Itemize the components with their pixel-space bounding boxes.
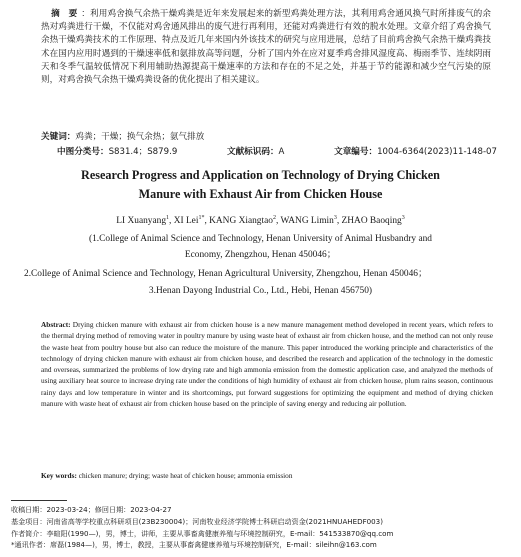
footnote-author: 作者简介：李暄阳(1990—)，男，博士，讲师，主要从事畜禽健康养殖与环境控制研究，E-mail：541533870@qq.com (11, 528, 394, 538)
english-title-line-2: Manure with Exhaust Air from Chicken House (138, 187, 383, 201)
classification-row (57, 145, 497, 157)
affiliation-1-line-2: Economy, Zhengzhou, Henan 450046； (184, 250, 337, 260)
chinese-keywords-text: 鸡粪；干燥；换气余热；氨气排放 (75, 132, 205, 142)
affiliation-1-line-1: (1.College of Animal Science and Technology, Henan University of Animal Husbandry and (88, 234, 432, 244)
english-keywords-label: Key words: (41, 471, 77, 480)
footnote-fund: 基金项目：河南省高等学校重点科研项目(23B230004)；河南牧业经济学院博士科研启动资金(2021HNUAHEDF003) (11, 516, 383, 526)
author-3: KANG Xiangtao (209, 216, 273, 227)
clc-number: 中图分类号：S831.4；S879.9 (57, 147, 178, 157)
footnotes (11, 504, 511, 551)
chinese-abstract-text: 利用鸡舍换气余热干燥鸡粪是近年来发展起来的新型鸡粪处理方法，其利用鸡舍通风换气时所排废气的余热对鸡粪进行干燥，不仅能对鸡舍通风排出的废气进行再利用，还能对鸡粪进行有效的脱水处理。文章介绍了鸡舍换气余热干燥鸡粪技术的工作原理、特点及近几年来国内外该技术的研究与应用进展，总结了目前鸡舍换气余热干燥鸡粪技术在国内应用时遇到的干燥速率低和氨排放高等问题，分析了国内外在应对夏季鸡舍排风湿度高、梅雨季节、连续阴雨天和冬季气温较低情况下利用辅助热源提高干燥速率的方法和存在的不足之处，并基于节约能源和减少空气污染的原则，对鸡舍换气余热干燥鸡粪设备的优化提出了相关建议。 (41, 9, 491, 86)
author-1: LI Xuanyang (116, 216, 167, 227)
chinese-keywords (41, 130, 491, 142)
english-abstract-label: Abstract: (41, 320, 71, 329)
english-abstract-text: Drying chicken manure with exhaust air from chicken house is a new manure management method developed in recent years, which refers to the thermal drying method of removing water in poultry manure by using waste heat of exhaust air from chicken house, and the method can not only reuse the waste heat from poultry house but also can reduce the moisture of the manure. This paper introduced the working principle and characteristics of the technology of drying chicken manure with exhaust air from chicken house, and described the research and application of the technology in the domestic and overseas, summarized the problems of low drying rate and high ammonia emission from the domestic application case, and analyzed the methods of using auxiliary heat source to increase drying rate under the conditions of high humidity of exhaust air from chicken house, plum rains season, continuous rainy days and low temperature in winter and its shortcomings, put forward suggestions for optimizing the equipment and method of drying chicken manure with waste heat of exhaust air from chicken house based on the principle of saving energy and reducing air pollution. (41, 320, 494, 409)
affiliation-2: 2.College of Animal Science and Technology, Henan Agricultural University, Zhengzhou, Henan 450046； (24, 269, 428, 279)
footnote-divider (11, 500, 67, 501)
footnote-received: 收稿日期：2023-03-24；修回日期：2023-04-27 (11, 505, 172, 514)
author-5: ZHAO Baoqing (341, 216, 402, 227)
document-code: 文献标识码：A (226, 147, 285, 157)
english-keywords-text: chicken manure; drying; waste heat of chicken house; ammonia emission (78, 471, 293, 480)
chinese-abstract-label: 摘 要 (51, 9, 78, 19)
footnote-corresponding: *通讯作者：席磊(1984—)，男，博士，教授，主要从事畜禽健康养殖与环境控制研究，E-mail：sileihn@163.com (11, 540, 377, 550)
english-keywords (41, 471, 493, 480)
english-abstract (41, 319, 493, 409)
article-number: 文章编号：1004-6364(2023)11-148-07 (334, 147, 497, 157)
chinese-abstract: 摘 要 ：利用鸡舍换气余热干燥鸡粪是近年来发展起来的新型鸡粪处理方法，其利用鸡舍通风换气时所排废气的余热对鸡粪进行干燥，不仅能对鸡舍通风排出的废气进行再利用，还能对鸡粪进行有效的脱水处理。文章介绍了鸡舍换气余热干燥鸡粪技术的工作原理、特点及近几年来国内外该技术的研究与应用进展，总结了目前鸡舍换气余热干燥鸡粪技术在国内应用时遇到的干燥速率低和氨排放高等问题，分析了国内外在应对夏季鸡舍排风湿度高、梅雨季节、连续阴雨天和冬季气温较低情况下利用辅助热源提高干燥速率的方法和存在的不足之处，并基于节约能源和减少空气污染的原则，对鸡舍换气余热干燥鸡粪设备的优化提出了相关建议。 (41, 9, 491, 86)
english-title-line-1: Research Progress and Application on Technology of Drying Chicken (81, 168, 440, 182)
author-2: XI Lei (173, 216, 199, 227)
author-4: WANG Limin (280, 216, 334, 227)
english-title (30, 166, 491, 204)
author-list: LI Xuanyang$^1$, XI Lei$^{1*}$, KANG Xiangtao$^2$, WANG Limin$^3$, ZHAO Baoqing$^3$ (116, 215, 405, 227)
chinese-keywords-label: 关键词： (41, 132, 76, 142)
affiliation-3: 3.Henan Dayong Industrial Co., Ltd., Hebi, Henan 456750) (148, 286, 373, 296)
